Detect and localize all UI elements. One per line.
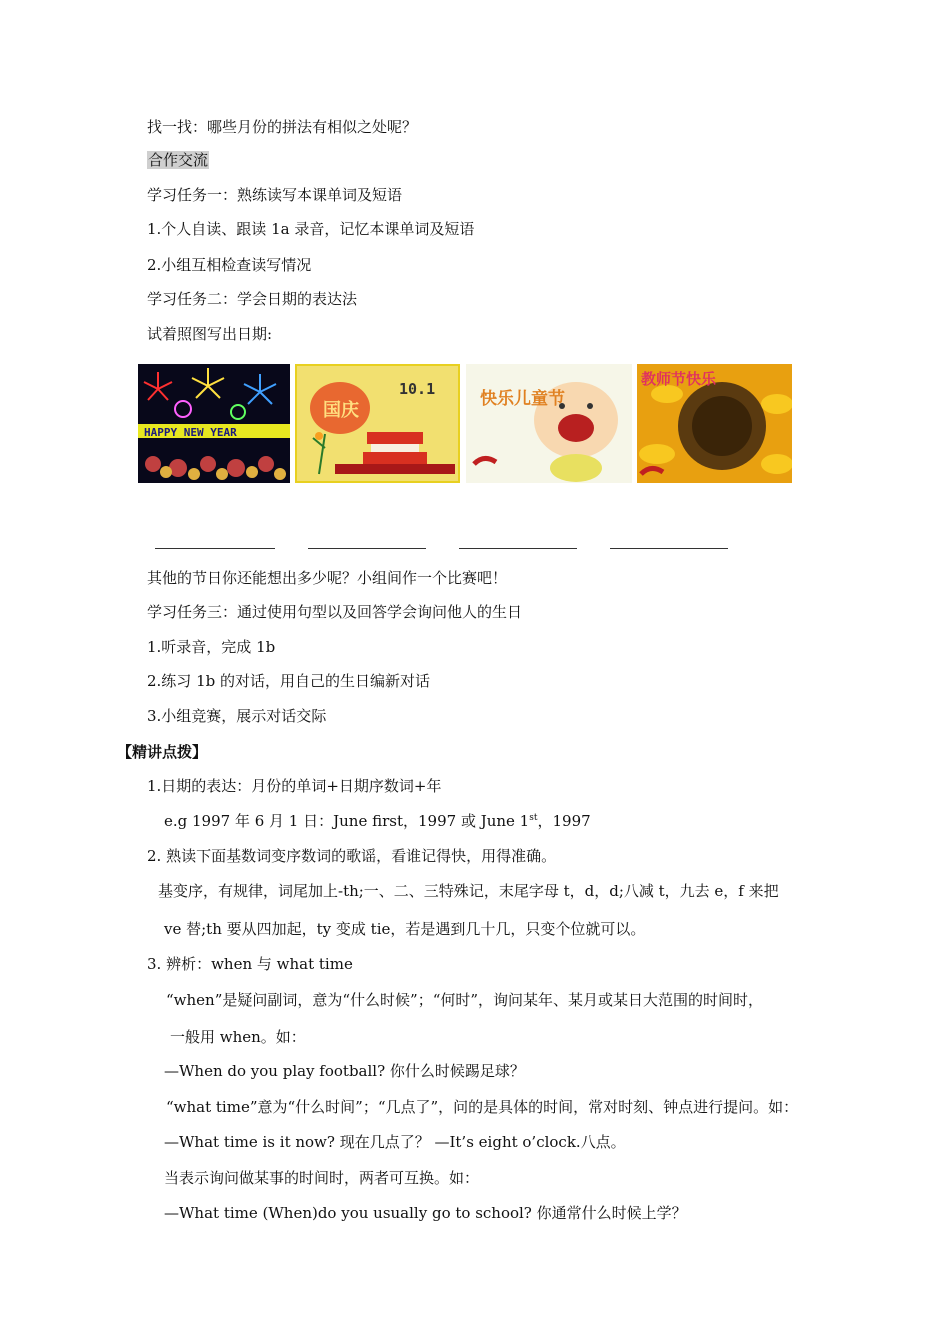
task-three-heading: 学习任务三：通过使用句型以及回答学会询问他人的生日 — [147, 603, 523, 621]
text-line-14: 1.日期的表达：月份的单词+日期序数词+年 — [147, 777, 442, 795]
text-line-16: 2. 熟读下面基数词变序数词的歌谣，看谁记得快，用得准确。 — [147, 847, 557, 865]
text-line-1: 找一找：哪些月份的拼法有相似之处呢？ — [147, 118, 418, 136]
rhyme-line-1: 基变序，有规律，词尾加上-th;一、二、三特殊记，末尾字母 t，d，d;八减 t，九去 e，f 来把 — [158, 882, 779, 900]
section-label-cooperation — [147, 150, 209, 170]
example-date-line — [164, 811, 591, 831]
answer-blank-3[interactable] — [459, 548, 577, 550]
example-when: —When do you play football? 你什么时候踢足球？ — [164, 1062, 525, 1080]
answer-blank-4[interactable] — [610, 548, 728, 550]
national-day-text: 国庆 — [323, 400, 359, 421]
national-day-date: 10.1 — [399, 380, 436, 398]
example-date-part-a: e.g 1997 年 6 月 1 日：June first，1997 或 June 1 — [164, 812, 530, 830]
rhyme-line-2: ve 替;th 要从四加起，ty 变成 tie，若是遇到几十几，只变个位就可以。 — [164, 920, 646, 938]
answer-blank-1[interactable] — [155, 548, 275, 550]
text-line-20: “when”是疑问副词，意为“什么时候”；“何时”，询问某年、某月或某日大范围的时间时， — [166, 991, 764, 1009]
text-line-8: 其他的节日你还能想出多少呢？小组间作一个比赛吧！ — [147, 569, 508, 587]
teachers-day-image — [637, 364, 792, 483]
text-line-10: 1.听录音，完成 1b — [147, 638, 276, 656]
text-line-19: 3. 辨析：when 与 what time — [147, 955, 353, 973]
text-line-25: 当表示询问做某事的时间时，两者可互换。如： — [164, 1169, 480, 1187]
text-line-21: 一般用 when。如： — [170, 1028, 306, 1046]
text-line-11: 2.练习 1b 的对话，用自己的生日编新对话 — [147, 672, 430, 690]
text-line-5: 2.小组互相检查读写情况 — [147, 256, 312, 274]
text-line-7: 试着照图写出日期: — [147, 325, 273, 343]
example-interchange: —What time (When)do you usually go to school? 你通常什么时候上学？ — [164, 1204, 687, 1222]
childrens-day-text: 快乐儿童节 — [480, 389, 565, 409]
highlighted-heading: 合作交流 — [148, 151, 209, 169]
new-year-image — [138, 364, 290, 483]
new-year-banner-text: HAPPY NEW YEAR — [144, 426, 237, 439]
task-two-heading: 学习任务二：学会日期的表达法 — [147, 290, 358, 308]
task-one-heading: 学习任务一：熟练读写本课单词及短语 — [147, 186, 403, 204]
answer-blank-2[interactable] — [308, 548, 426, 550]
national-day-image — [295, 364, 460, 483]
teachers-day-text: 教师节快乐 — [641, 370, 717, 388]
text-line-4: 1.个人自读、跟读 1a 录音，记忆本课单词及短语 — [147, 220, 475, 238]
section-heading-key-points: 【精讲点拨】 — [117, 743, 208, 761]
text-line-12: 3.小组竞赛，展示对话交际 — [147, 707, 327, 725]
example-what-time: —What time is it now? 现在几点了？ —It’s eight o’clock.八点。 — [164, 1133, 626, 1151]
childrens-day-image — [466, 364, 632, 483]
ordinal-suffix: st — [529, 813, 538, 823]
text-line-23: “what time”意为“什么时间”；“几点了”，问的是具体的时间，常对时刻、钟点进行提问。如： — [166, 1098, 799, 1116]
example-date-part-b: ，1997 — [537, 812, 591, 830]
